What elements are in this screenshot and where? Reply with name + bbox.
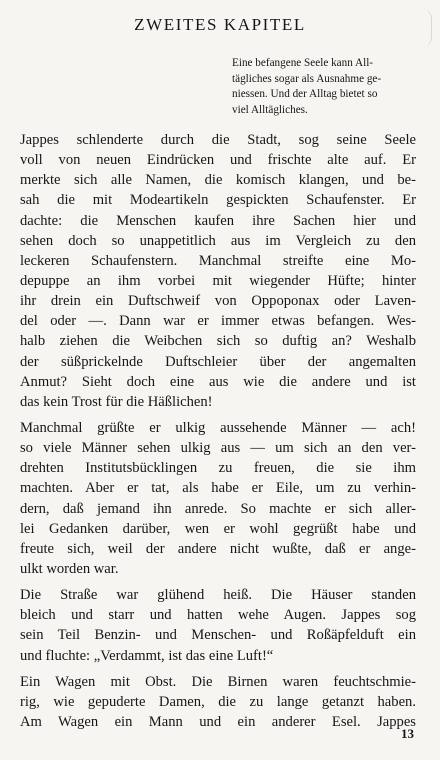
text-line: Am Wagen ein Mann und ein anderer Esel. Jappes xyxy=(20,713,416,730)
text-line: das kein Trost für die Häßlichen! xyxy=(20,393,213,410)
epigraph-line: tägliches sogar als Ausnahme ge- xyxy=(232,72,382,85)
text-line: del oder —. Dann war er immer etwas befangen. Wes- xyxy=(20,313,416,330)
text-line: Anmut? Sieht doch eine aus wie die andere und ist xyxy=(20,373,416,390)
epigraph-line: niessen. Und der Alltag bietet so xyxy=(232,88,378,100)
text-line: Ein Wagen mit Obst. Die Birnen waren feuchtschmie- xyxy=(20,673,416,690)
text-line: ulkt worden war. xyxy=(20,560,119,577)
text-line: ihr drein ein Duftschweif von Oppoponax oder Laven- xyxy=(20,293,416,310)
text-line: sah die mit Modeartikeln gespickten Schaufenster. Er xyxy=(20,192,416,209)
chapter-title: ZWEITES KAPITEL xyxy=(134,15,306,34)
text-line: leckeren Schaufenstern. Manchmal streifte eine Mo- xyxy=(20,252,416,269)
paragraph-1 xyxy=(20,130,416,412)
text-line: voll von neuen Eindrücken und frischte alte auf. Er xyxy=(20,152,416,169)
text-line: sehen doch so unappetitlich aus im Vergleich zu den xyxy=(20,232,416,249)
text-line: dern, daß jemand ihn anrede. So machte er sich aller- xyxy=(20,500,416,517)
text-line: so viele Männer sehen ulkig aus — um sich an den ver- xyxy=(20,440,416,457)
epigraph xyxy=(232,56,416,118)
paragraph-3 xyxy=(20,585,416,666)
paragraph-2 xyxy=(20,418,416,579)
text-line: lei Gedanken darüber, wen er wohl gegrüßt habe und xyxy=(20,520,416,537)
text-line: machten. Aber er tat, als habe er Eile, um zu verhin- xyxy=(20,480,416,497)
paragraph-4 xyxy=(20,672,416,732)
text-line: und fluchte: „Verdammt, ist das eine Luft!“ xyxy=(20,647,274,664)
text-line: merkte sich alle Namen, die komisch klangen, und be- xyxy=(20,172,416,189)
text-line: drehten Institutsbücklingen zu freuen, die sie ihm xyxy=(20,460,416,477)
text-line: rig, wie gepuderte Damen, die zu lange getanzt haben. xyxy=(20,693,416,710)
text-line: Die Straße war glühend heiß. Die Häuser standen xyxy=(20,587,416,604)
text-line: Manchmal grüßte er ulkig aussehende Männer — ach! xyxy=(20,419,416,436)
text-line: freute sich, weil der andere nicht wußte, daß er ange- xyxy=(20,540,416,557)
epigraph-line: viel Alltägliches. xyxy=(232,103,308,116)
text-line: depuppe an ihm vorbei mit wiegender Hüfte; hinter xyxy=(20,272,416,289)
page-number: 13 xyxy=(401,726,414,741)
text-line: halb ziehen die Weibchen sich so duftig an? Weshalb xyxy=(20,333,416,350)
text-line: dachte: die Menschen kaufen ihre Sachen hier und xyxy=(20,212,416,229)
text-line: bleich und starr und hatten wehe Augen. Jappes sog xyxy=(20,607,416,624)
text-line: sein Teil Benzin- und Menschen- und Roßäpfelduft ein xyxy=(20,627,416,644)
text-line: Jappes schlenderte durch die Stadt, sog seine Seele xyxy=(20,132,416,148)
epigraph-line: Eine befangene Seele kann All- xyxy=(232,57,374,69)
body-text xyxy=(20,130,416,738)
text-line: der süßprickelnde Duftschleier über der angemalten xyxy=(20,353,416,370)
